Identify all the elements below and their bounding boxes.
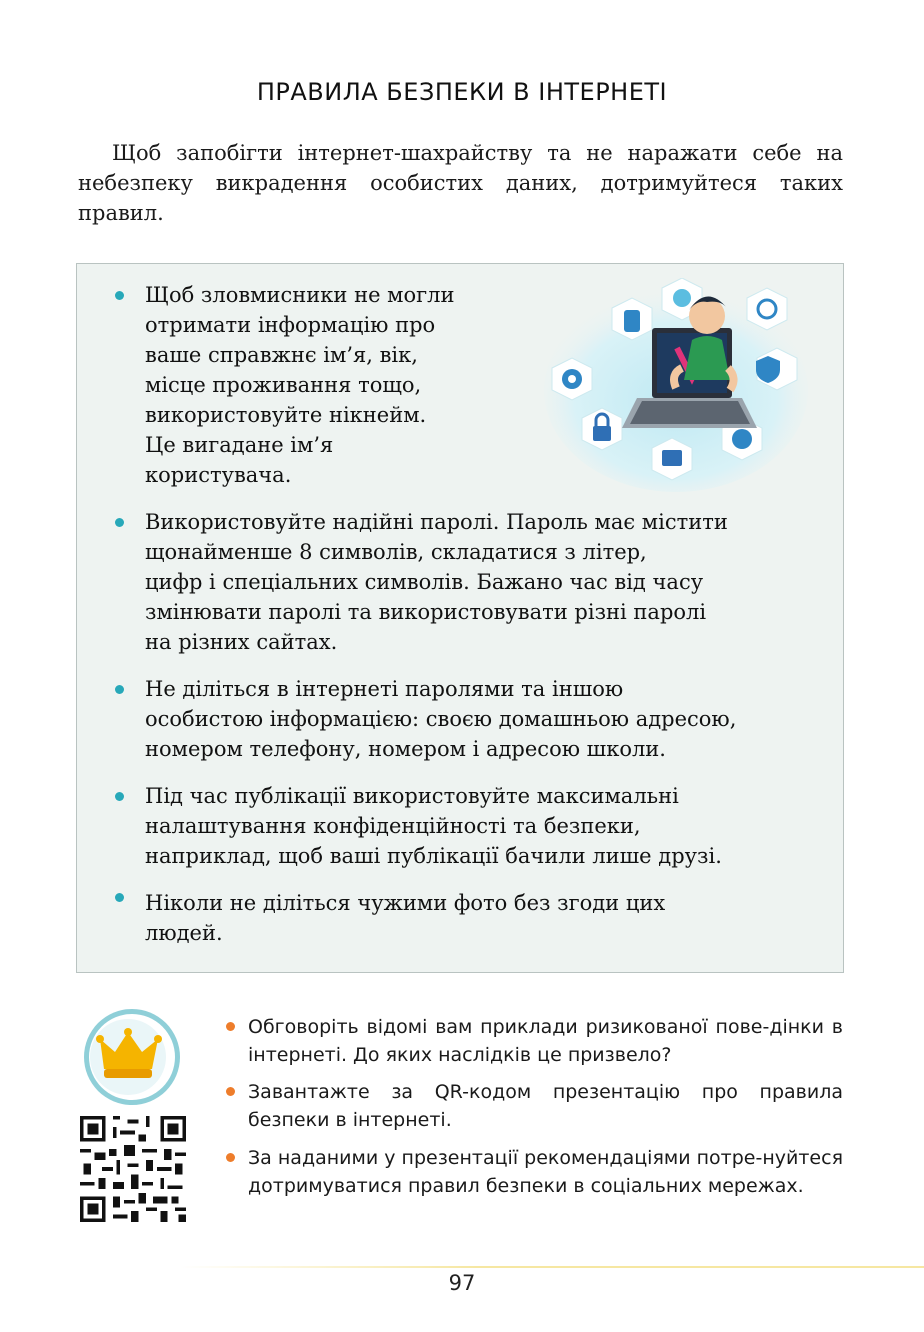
task-text: Обговоріть відомі вам приклади ризикованої пове-дінки в інтернеті. До яких наслідків це призвело? bbox=[248, 1016, 843, 1066]
rule-line: Ніколи не діліться чужими фото без згоди цих bbox=[145, 891, 666, 915]
rule-line: отримати інформацію про bbox=[145, 313, 436, 337]
bullet-icon bbox=[115, 792, 124, 801]
crown-badge-icon bbox=[82, 1007, 182, 1107]
rule-line: ваше справжнє ім’я, вік, bbox=[145, 343, 418, 367]
task-item bbox=[248, 1013, 843, 1069]
page-title: ПРАВИЛА БЕЗПЕКИ В ІНТЕРНЕТІ bbox=[256, 78, 668, 106]
rule-line: Використовуйте надійні паролі. Пароль має містити bbox=[145, 510, 728, 534]
rule-line: використовуйте нікнейм. bbox=[145, 403, 427, 427]
internet-safety-illustration bbox=[542, 278, 810, 498]
rule-line: наприклад, щоб ваші публікації бачили лише друзі. bbox=[145, 844, 722, 868]
task-item bbox=[248, 1078, 843, 1134]
task-item bbox=[248, 1144, 843, 1200]
rule-line: Не діліться в інтернеті паролями та іншою bbox=[145, 677, 624, 701]
rule-line: номером телефону, номером і адресою школи. bbox=[145, 737, 666, 761]
qr-code[interactable] bbox=[80, 1116, 186, 1222]
rule-line: цифр і спеціальних символів. Бажано час від часу bbox=[145, 570, 704, 594]
rule-line: змінювати паролі та використовувати різні паролі bbox=[145, 600, 707, 624]
rule-line: особистою інформацією: своєю домашньою адресою, bbox=[145, 707, 737, 731]
bullet-icon bbox=[115, 291, 124, 300]
rule-line: налаштування конфіденційності та безпеки, bbox=[145, 814, 641, 838]
bullet-icon bbox=[226, 1153, 235, 1162]
footer-divider bbox=[180, 1266, 924, 1268]
rule-item bbox=[145, 888, 665, 948]
rule-item bbox=[145, 781, 722, 871]
rules-box bbox=[76, 263, 844, 973]
rule-line: місце проживання тощо, bbox=[145, 373, 422, 397]
bullet-icon bbox=[226, 1087, 235, 1096]
rule-item bbox=[145, 507, 728, 657]
intro-paragraph: Щоб запобігти інтернет-шахрайству та не наражати себе на небезпеку викрадення особистих даних, дотримуйтеся таких правил. bbox=[78, 141, 843, 225]
task-text: Завантажте за QR-кодом презентацію про правила безпеки в інтернеті. bbox=[248, 1081, 843, 1131]
rule-item bbox=[145, 674, 736, 764]
bullet-icon bbox=[115, 518, 124, 527]
page-number: 97 bbox=[448, 1271, 476, 1295]
bullet-icon bbox=[115, 893, 124, 902]
rule-line: щонайменше 8 символів, складатися з літер, bbox=[145, 540, 647, 564]
rule-line: людей. bbox=[145, 921, 223, 945]
rule-line: Це вигадане ім’я bbox=[145, 433, 334, 457]
rule-line: користувача. bbox=[145, 463, 292, 487]
bullet-icon bbox=[226, 1022, 235, 1031]
rule-line: на різних сайтах. bbox=[145, 630, 338, 654]
task-text: За наданими у презентації рекомендаціями потре-нуйтеся дотримуватися правил безпеки в соціальних мережах. bbox=[248, 1147, 843, 1197]
rule-line: Щоб зловмисники не могли bbox=[145, 283, 455, 307]
rule-line: Під час публікації використовуйте максимальні bbox=[145, 784, 679, 808]
bullet-icon bbox=[115, 685, 124, 694]
rule-item bbox=[145, 280, 454, 490]
